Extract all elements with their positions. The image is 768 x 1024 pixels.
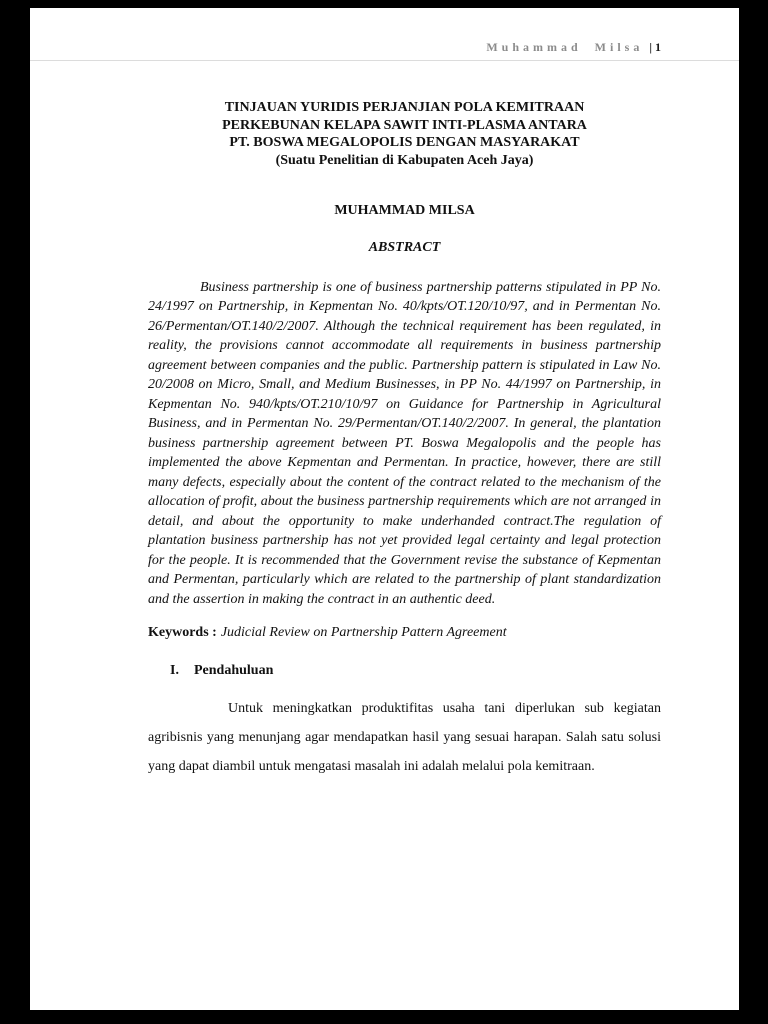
title-line-4: (Suatu Penelitian di Kabupaten Aceh Jaya) xyxy=(275,152,534,168)
abstract-heading: ABSTRACT xyxy=(368,239,441,255)
running-head-author: Muhammad Milsa xyxy=(486,40,644,54)
keywords-label: Keywords : xyxy=(148,625,217,640)
document-content xyxy=(30,99,739,781)
abstract-text: Business partnership is one of business partnership patterns stipulated in PP No. 24/1997 on Partnership, in Kepmentan No. 40/kpts/OT.120/10/97, and in Permentan No. 26/Permentan/OT.140/2/2007. Although the technical requirement has been regulated, in reality, the provisions cannot accommodate all requirements in business partnership agreement between companies and the public. Partnership pattern is stipulated in Law No. 20/2008 on Micro, Small, and Medium Businesses, in PP No. 44/1997 on Partnership, in Kepmentan No. 940/kpts/OT.210/10/97 on Guidance for Partnership in Agricultural Business, and in Permentan No. 29/Permentan/OT.140/2/2007. In general, the plantation business partnership agreement between PT. Boswa Megalopolis and the people has implemented the above Kepmentan and Permentan. In practice, however, there are still many defects, especially about the content of the contract related to the mechanism of the allocation of profit, about the business partnership requirements which are not arranged in detail, and about the opportunity to make underhanded contract.The regulation of plantation business partnership has not yet provided legal certainty and legal protection for the people. It is recommended that the Government revise the substance of Kepmentan and Permentan, particularly which are related to the partnership of plant standardization and the assertion in making the contract in an authentic deed. xyxy=(148,279,661,607)
running-head-separator: | xyxy=(649,40,652,54)
title-line-2: PERKEBUNAN KELAPA SAWIT INTI-PLASMA ANTARA xyxy=(222,117,587,133)
document-title xyxy=(148,99,661,169)
title-line-3: PT. BOSWA MEGALOPOLIS DENGAN MASYARAKAT xyxy=(229,135,580,150)
document-page xyxy=(30,8,739,1010)
section-title: Pendahuluan xyxy=(194,663,274,678)
author-name: MUHAMMAD MILSA xyxy=(334,203,475,218)
keywords-line xyxy=(148,624,661,642)
header-rule xyxy=(30,60,739,61)
title-line-1: TINJAUAN YURIDIS PERJANJIAN POLA KEMITRAAN xyxy=(224,100,585,115)
page-header xyxy=(30,8,739,54)
section-heading xyxy=(170,662,661,680)
page-number: 1 xyxy=(655,40,661,54)
intro-paragraph: Untuk meningkatkan produktifitas usaha tani diperlukan sub kegiatan agribisnis yang menunjang agar mendapatkan hasil yang sesuai harapan. Salah satu solusi yang dapat diambil untuk mengatasi masalah ini adalah melalui pola kemitraan. xyxy=(148,701,661,774)
section-number: I. xyxy=(170,663,179,678)
keywords-text: Judicial Review on Partnership Pattern Agreement xyxy=(220,625,507,640)
